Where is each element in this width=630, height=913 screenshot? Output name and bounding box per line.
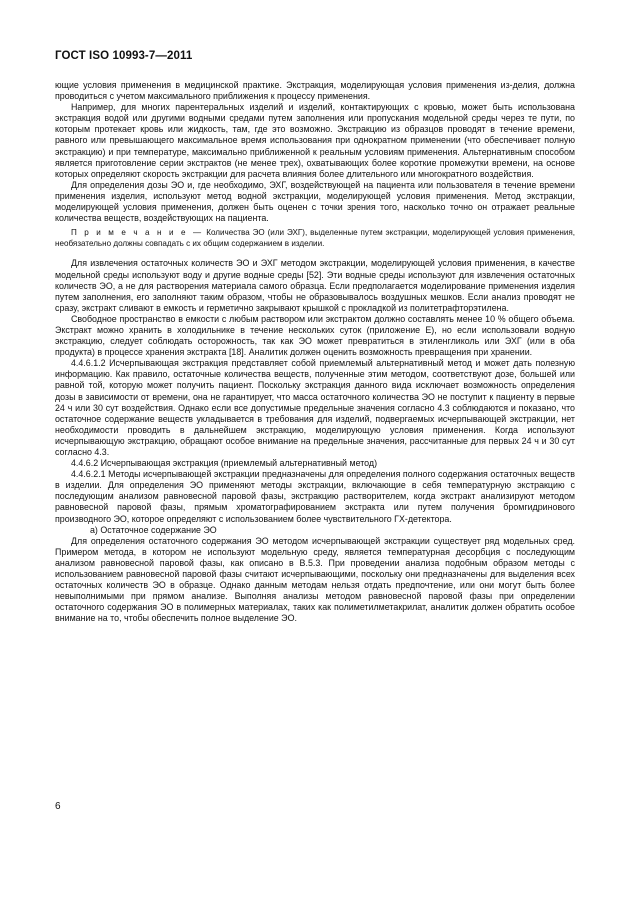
subheading: а) Остаточное содержание ЭО bbox=[90, 524, 217, 535]
note-paragraph bbox=[55, 228, 575, 249]
note-text: Количества ЭО (или ЭХГ), выделенные путем экстракции, моделирующей условия применения, необязательно должны совпадать с их общим содержанием в изделии. bbox=[55, 228, 575, 248]
document-body bbox=[55, 80, 575, 625]
paragraph: Свободное пространство в емкости с любым раствором или экстрактом должно составлять менее 10 % общего объема. Экстракт можно хранить в холодильнике в течение нескольких суток (приложение Е), но если использовали водную экстракцию, следует соблюдать осторожность, так как ЭО может превратиться в этиленгликоль или ЭХГ (или в оба продукта) в процессе хранения экстракта [18]. Аналитик должен оценить возможность превращения при хранении. bbox=[55, 313, 575, 358]
page-number: 6 bbox=[55, 801, 61, 812]
paragraph: Для определения остаточного содержания ЭО методом исчерпывающей экстракции существует ряд модельных сред. Примером метода, в котором не используют модельную среду, является температурная десорбция с последующим анализом равновесной паровой фазы, как описано в В.5.3. При проведении анализа подобным образом методы с использованием равновесной паровой фазы считают исчерпывающими, поскольку они предназначены для выделения всех остаточных количеств ЭО в образце. Однако данным методам нельзя отдать предпочтение, или они могут быть более невыполнимыми при прямом анализе. Выполняя анализы методом равновесной паровой фазы при определении остаточного содержания ЭО в полимерных материалах, таких как полиметилметакрилат, аналитик должен обратить особое внимание на то, чтобы обеспечить полное выделение ЭО. bbox=[55, 535, 575, 624]
paragraph: 4.4.6.2.1 Методы исчерпывающей экстракции предназначены для определения полного содержания остаточных веществ в изделии. Для определения ЭО применяют методы экстракции, включающие в себя температурную экстракцию с последующим анализом равновесной паровой фазы, экстракцию растворителем, когда экстракт анализируют методом равновесной паровой фазы, прямым хроматографированием экстракта или путем получения бромгидринового производного ЭО, которое определяют с использованием более чувствительного ГХ-детектора. bbox=[55, 469, 575, 524]
paragraph: Для определения дозы ЭО и, где необходимо, ЭХГ, воздействующей на пациента или пользователя в течение времени применения изделия, используют метод водной экстракции, моделирующей условия применения. Метод экстракции, моделирующей условия применения, должен быть оценен с точки зрения того, насколько точно он отражает реальные количества веществ, воздействующих на пациента. bbox=[55, 179, 575, 224]
paragraph: ющие условия применения в медицинской практике. Экстракция, моделирующая условия применения из-делия, должна проводиться с учетом максимального приближения к процессу применения. bbox=[55, 80, 575, 102]
note-label: П р и м е ч а н и е — bbox=[71, 228, 204, 238]
paragraph: Для извлечения остаточных количеств ЭО и ЭХГ методом экстракции, моделирующей условия применения, в качестве модельной среды используют воду и другие водные среды [52]. Эти водные среды используют для извлечения остаточных количеств ЭО, а не для растворения материала самого образца. Если предполагается моделирование применения изделия путем заполнения, его заполняют таким образом, чтобы не образовывалось воздушных мешков. Если анализ проводят не сразу, экстракт сливают в емкость и герметично закрывают крышкой с прокладкой из политетрафторэтилена. bbox=[55, 258, 575, 313]
document-header: ГОСТ ISO 10993-7—2011 bbox=[55, 50, 193, 62]
paragraph: Например, для многих парентеральных изделий и изделий, контактирующих с кровью, может быть использована экстракция водой или другими водными средами путем заполнения или пропускания модельной среды через те пути, по которым протекает кровь или жидкость, там, где это возможно. Экстракцию из образцов проводят в течение времени, равного или превышающего максимальное время использования при однократном применении (что обеспечивает полную экстракцию) и при температуре, максимально приближенной к реальным условиям применения. Альтернативным способом является приготовление серии экстрактов (не менее трех), охватывающих более короткие промежутки времени, на основе которых определяют скорость экстракции для расчета влияния более длительного или многократного воздействия. bbox=[55, 102, 575, 179]
paragraph: 4.4.6.1.2 Исчерпывающая экстракция представляет собой приемлемый альтернативный метод и может дать полезную информацию. Как правило, остаточные количества веществ, полученные этим методом, соответствуют дозе, большей или равной той, которую может получить пациент. Поскольку экстракция данного вида исключает возможность определения дозы в зависимости от времени, она не гарантирует, что масса остаточного количества ЭО не поступит к пациенту в первые 24 ч или 30 сут воздействия. Однако если все допустимые предельные значения согласно 4.3 соблюдаются и показано, что остаточное содержание веществ укладывается в требования для изделий, подвергаемых исчерпывающей экстракции, нет необходимости проводить в дальнейшем экстракцию, моделирующую условия применения. Когда используют исчерпывающую экстракцию, обращают особое внимание на предельные значения, рассчитанные для первых 24 ч и 30 сут согласно 4.3. bbox=[55, 358, 575, 457]
section-heading: 4.4.6.2 Исчерпывающая экстракция (приемлемый альтернативный метод) bbox=[71, 458, 378, 469]
